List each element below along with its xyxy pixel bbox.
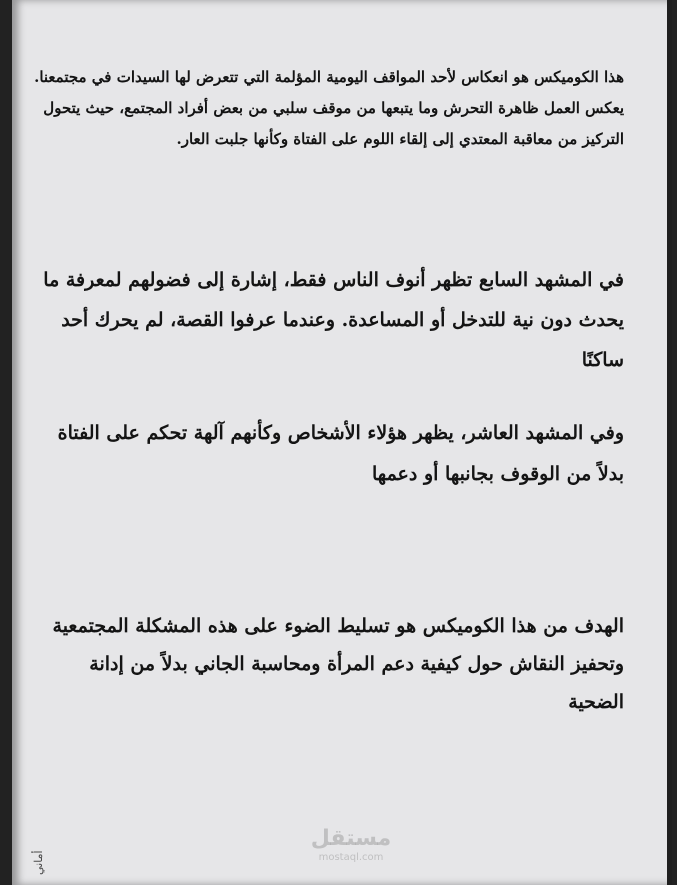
watermark-arabic-text: مستقل <box>310 826 392 851</box>
paragraph-goal: الهدف من هذا الكوميكس هو تسليط الضوء على هذه المشكلة المجتمعية وتحفيز النقاش حول كيفية دعم المرأة ومحاسبة الجاني بدلاً من إدانة الضحية <box>52 615 624 713</box>
paragraph-scene-seven: في المشهد السابع تظهر أنوف الناس فقط، إشارة إلى فضولهم لمعرفة ما يحدث دون نية للتدخل أو المساعدة. وعندما عرفوا القصة، لم يحرك أحد ساكنًا <box>43 269 624 371</box>
watermark-latin-text: mostaql.com <box>318 852 384 863</box>
paragraph-intro: هذا الكوميكس هو انعكاس لأحد المواقف اليومية المؤلمة التي تتعرض لها السيدات في مجتمعنا. يعكس العمل ظاهرة التحرش وما يتبعها من موقف سلبي من بعض أفراد المجتمع، حيث يتحول التركيز من معاقبة المعتدي إلى إلقاء اللوم على الفتاة وكأنها جلبت العار. <box>34 68 624 148</box>
artist-signature: أماني <box>32 850 45 875</box>
document-page <box>12 0 672 885</box>
mostaql-watermark <box>306 826 396 864</box>
page-right-edge <box>667 0 672 885</box>
paragraph-scene-ten: وفي المشهد العاشر، يظهر هؤلاء الأشخاص وكأنهم آلهة تحكم على الفتاة بدلاً من الوقوف بجانبها أو دعمها <box>57 422 624 485</box>
